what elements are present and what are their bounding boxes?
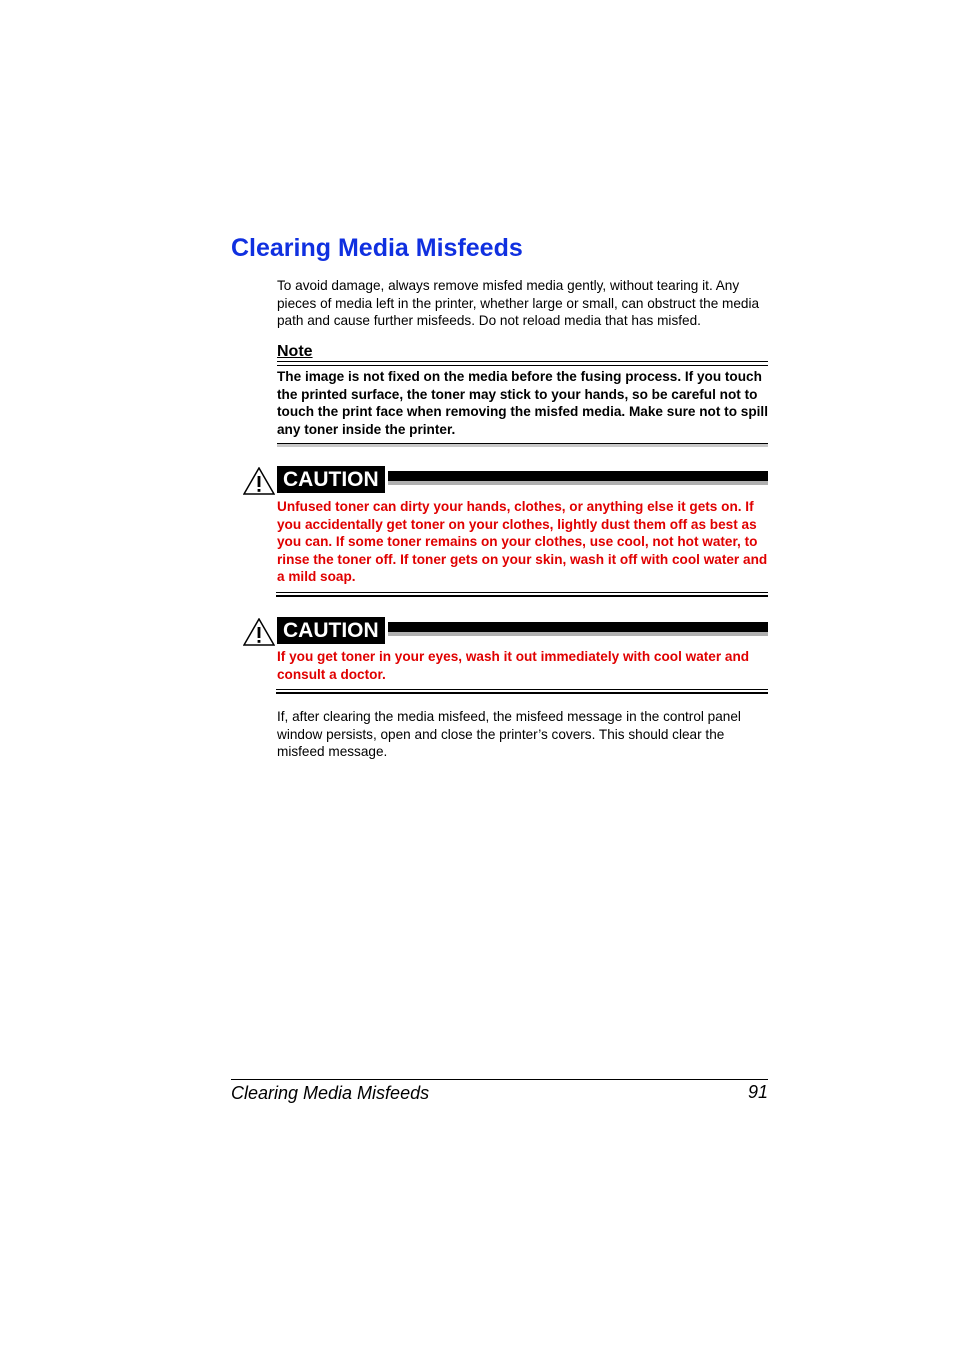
caution-bar: [388, 471, 768, 481]
caution-end-rule: [276, 692, 768, 694]
caution-bar-shadow: [388, 481, 768, 485]
caution-bar-shadow: [388, 632, 768, 636]
footer-rule: [231, 1079, 768, 1080]
warning-triangle-icon: [243, 467, 275, 495]
caution-end-rule: [276, 689, 768, 690]
caution-badge: CAUTION: [277, 466, 385, 493]
warning-triangle-icon: [243, 618, 275, 646]
note-rule: [277, 361, 768, 362]
closing-paragraph: If, after clearing the media misfeed, the misfeed message in the control panel window persists, open and close the printer’s covers. This should clear the misfeed message.: [277, 709, 741, 760]
page-number: 91: [747, 1082, 768, 1102]
intro-paragraph: To avoid damage, always remove misfed media gently, without tearing it. Any pieces of media left in the printer, whether large or small, can obstruct the media path and cause further misfeeds. Do not reload media that has misfed.: [277, 278, 760, 329]
caution-bar: [388, 622, 768, 632]
caution-text: Unfused toner can dirty your hands, clothes, or anything else it gets on. If you accidentally get toner on your clothes, lightly dust them off as best as you can. If some toner remains on your clothes, use cool, not hot water, to rinse the toner off. If toner gets on your skin, wash it off with cool water and a mild soap.: [277, 499, 768, 585]
footer-section-title: Clearing Media Misfeeds: [231, 1083, 430, 1103]
note-divider: [277, 443, 768, 447]
page-title: Clearing Media Misfeeds: [231, 234, 523, 262]
caution-end-rule: [276, 595, 768, 597]
caution-badge: CAUTION: [277, 617, 385, 644]
note-text: The image is not fixed on the media before the fusing process. If you touch the printed surface, the toner may stick to your hands, so be careful not to touch the print face when removing the misfed media. Make sure not to spill any toner inside the printer.: [277, 369, 768, 437]
note-rule: [277, 365, 768, 366]
caution-text: If you get toner in your eyes, wash it out immediately with cool water and consult a doctor.: [277, 649, 750, 682]
caution-end-rule: [276, 592, 768, 593]
note-label: Note: [277, 343, 313, 360]
